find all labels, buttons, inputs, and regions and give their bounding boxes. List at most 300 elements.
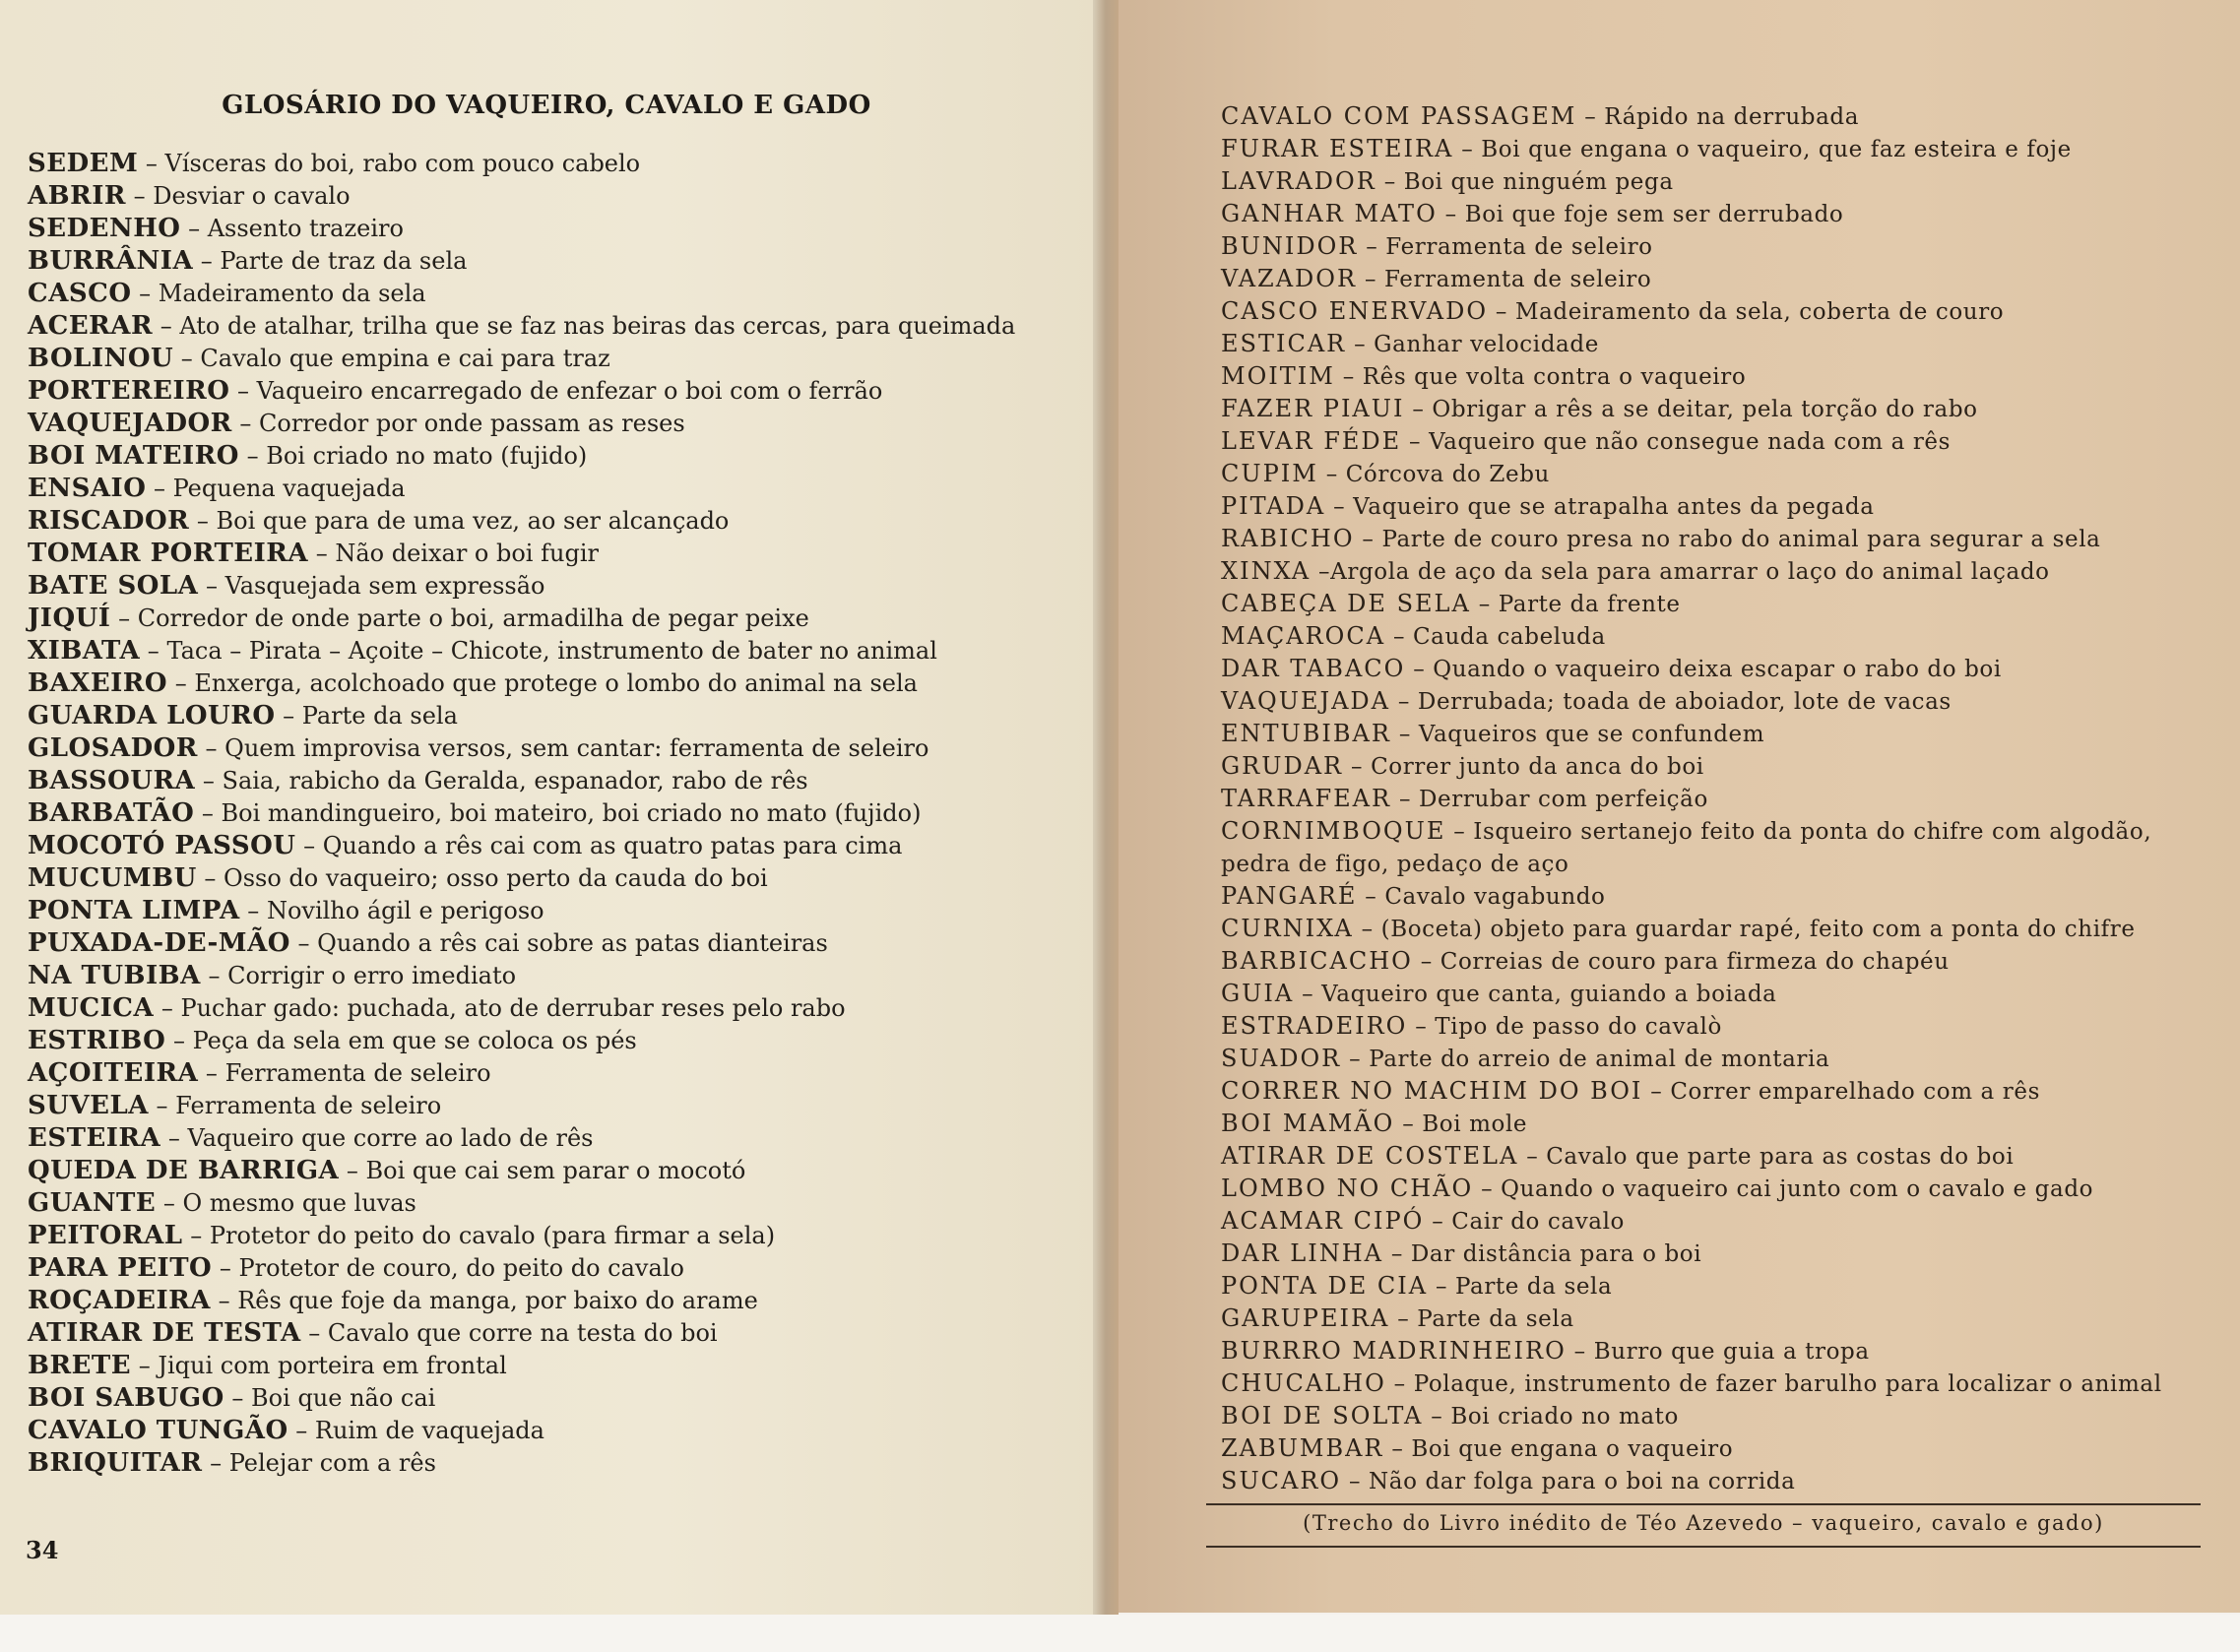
glossary-definition: Pequena vaquejada bbox=[172, 475, 406, 502]
glossary-separator: – bbox=[239, 897, 267, 924]
glossary-separator: – bbox=[229, 377, 257, 405]
glossary-separator: – bbox=[1383, 1436, 1412, 1462]
glossary-separator: – bbox=[1391, 787, 1420, 812]
glossary-separator: – bbox=[154, 994, 181, 1022]
glossary-definition: Quando o vaqueiro cai junto com o cavalo e gado bbox=[1501, 1176, 2094, 1202]
glossary-term: BOLINOU bbox=[28, 344, 174, 373]
glossary-definition: Correr emparelhado com a rês bbox=[1670, 1079, 2040, 1105]
glossary-definition: Parte de traz da sela bbox=[220, 247, 468, 275]
glossary-definition: Protetor do peito do cavalo (para firmar a sela) bbox=[209, 1222, 776, 1249]
glossary-entry bbox=[28, 667, 1091, 700]
glossary-term: GUANTE bbox=[28, 1188, 157, 1218]
glossary-term: FAZER PIAUI bbox=[1221, 395, 1405, 422]
glossary-entry bbox=[28, 408, 1091, 440]
glossary-term: ZABUMBAR bbox=[1221, 1434, 1384, 1462]
glossary-separator: – bbox=[1473, 1176, 1502, 1202]
glossary-term: BATE SOLA bbox=[28, 571, 199, 601]
glossary-entry bbox=[1221, 230, 2206, 263]
glossary-separator: – bbox=[1424, 1209, 1452, 1235]
glossary-separator: – bbox=[1376, 169, 1404, 195]
glossary-term: CORNIMBOQUE bbox=[1221, 817, 1446, 845]
glossary-entry bbox=[1221, 165, 2206, 198]
glossary-entry bbox=[28, 603, 1091, 635]
glossary-entry bbox=[1221, 848, 2206, 880]
glossary-separator: – bbox=[1382, 1241, 1411, 1267]
glossary-separator: – bbox=[295, 832, 323, 859]
glossary-definition: Cavalo vagabundo bbox=[1384, 884, 1606, 910]
glossary-definition: Protetor de couro, do peito do cavalo bbox=[238, 1254, 684, 1282]
glossary-entry bbox=[1221, 360, 2206, 393]
glossary-definition: Não dar folga para o boi na corrida bbox=[1369, 1469, 1796, 1494]
glossary-definition: Parte do arreio de animal de montaria bbox=[1369, 1047, 1830, 1072]
glossary-definition: Rês que foje da manga, por baixo do arame bbox=[237, 1287, 758, 1314]
glossary-definition: Boi que não cai bbox=[251, 1384, 436, 1412]
glossary-entry bbox=[1221, 685, 2206, 718]
glossary-definition: Ferramenta de seleiro bbox=[1383, 267, 1652, 292]
glossary-entry bbox=[28, 505, 1091, 538]
glossary-separator: – bbox=[1576, 104, 1605, 130]
glossary-separator: – bbox=[1354, 527, 1382, 552]
glossary-separator: – bbox=[1389, 1306, 1418, 1332]
glossary-entry bbox=[28, 213, 1091, 245]
glossary-entry bbox=[28, 1415, 1091, 1447]
glossary-separator: – bbox=[138, 150, 165, 177]
glossary-definition: Derrubada; toada de aboiador, lote de vacas bbox=[1417, 689, 1952, 715]
glossary-entry bbox=[1221, 1335, 2206, 1367]
glossary-entry bbox=[28, 1155, 1091, 1187]
glossary-entry bbox=[1221, 425, 2206, 458]
glossary-definition: Corrigir o erro imediato bbox=[227, 962, 517, 989]
glossary-definition: Corredor por onde passam as reses bbox=[259, 410, 685, 437]
glossary-term: GRUDAR bbox=[1221, 752, 1344, 780]
page-number: 34 bbox=[26, 1536, 59, 1564]
glossary-entry bbox=[1221, 1367, 2206, 1400]
glossary-term: CASCO ENERVADO bbox=[1221, 297, 1489, 325]
glossary-separator: – bbox=[1453, 137, 1482, 162]
glossary-entry bbox=[1221, 1075, 2206, 1108]
glossary-entry bbox=[28, 732, 1091, 765]
glossary-term: SUVELA bbox=[28, 1091, 149, 1120]
glossary-separator: – bbox=[140, 637, 167, 665]
glossary-term: PARA PEITO bbox=[28, 1253, 213, 1283]
glossary-definition: O mesmo que luvas bbox=[182, 1189, 416, 1217]
glossary-entry bbox=[1221, 653, 2206, 685]
glossary-definition: Ganhar velocidade bbox=[1374, 332, 1599, 357]
glossary-separator: – bbox=[148, 1092, 176, 1119]
glossary-separator: – bbox=[1394, 1112, 1423, 1137]
glossary-definition: Boi que engana o vaqueiro, que faz esteira e foje bbox=[1481, 137, 2072, 162]
glossary-separator: – bbox=[153, 312, 180, 340]
glossary-separator: – bbox=[1428, 1274, 1455, 1300]
glossary-separator: – bbox=[194, 799, 222, 827]
glossary-entry bbox=[28, 960, 1091, 992]
glossary-separator: – bbox=[1566, 1339, 1594, 1365]
glossary-term: PORTEREIRO bbox=[28, 376, 230, 406]
glossary-definition: Boi que engana o vaqueiro bbox=[1411, 1436, 1734, 1462]
glossary-entry bbox=[1221, 490, 2206, 523]
glossary-term: VAZADOR bbox=[1221, 265, 1358, 292]
glossary-definition: Ferramenta de seleiro bbox=[175, 1092, 442, 1119]
glossary-entry bbox=[1221, 1043, 2206, 1075]
glossary-separator: – bbox=[1389, 689, 1418, 715]
glossary-definition: Parte de couro presa no rabo do animal para segurar a sela bbox=[1381, 527, 2101, 552]
glossary-entry bbox=[1221, 555, 2206, 588]
glossary-separator: – bbox=[1445, 819, 1474, 845]
glossary-entry bbox=[28, 1447, 1091, 1480]
glossary-term: LOMBO NO CHÃO bbox=[1221, 1175, 1474, 1202]
glossary-definition: Quem improvisa versos, sem cantar: ferramenta de seleiro bbox=[224, 734, 929, 762]
glossary-separator: – bbox=[1343, 754, 1372, 780]
glossary-entry bbox=[28, 1220, 1091, 1252]
glossary-definition: Madeiramento da sela, coberta de couro bbox=[1514, 299, 2005, 325]
glossary-entry bbox=[1221, 458, 2206, 490]
glossary-separator: – bbox=[110, 604, 138, 632]
glossary-separator: – bbox=[1412, 949, 1440, 975]
glossary-entry bbox=[1221, 1303, 2206, 1335]
glossary-separator: – bbox=[289, 929, 318, 957]
glossary-separator: – bbox=[1405, 657, 1434, 682]
glossary-separator: – bbox=[200, 962, 228, 989]
bottom-rule bbox=[1206, 1546, 2201, 1548]
glossary-term: MUCICA bbox=[28, 993, 155, 1023]
glossary-definition: Derrubar com perfeição bbox=[1419, 787, 1708, 812]
glossary-definition: Cavalo que corre na testa do boi bbox=[327, 1319, 718, 1347]
glossary-entry bbox=[1221, 945, 2206, 978]
glossary-term: SUADOR bbox=[1221, 1045, 1342, 1072]
glossary-term: DAR LINHA bbox=[1221, 1239, 1383, 1267]
glossary-term: PEITORAL bbox=[28, 1221, 183, 1250]
glossary-definition: Taca – Pirata – Açoite – Chicote, instrumento de bater no animal bbox=[166, 637, 937, 665]
glossary-definition: Cair do cavalo bbox=[1451, 1209, 1626, 1235]
glossary-definition: Desviar o cavalo bbox=[153, 182, 351, 210]
glossary-entry bbox=[1221, 1173, 2206, 1205]
glossary-term: CAVALO TUNGÃO bbox=[28, 1416, 288, 1445]
glossary-definition: Quando a rês cai sobre as patas dianteiras bbox=[317, 929, 828, 957]
glossary-definition: Boi criado no mato bbox=[1450, 1404, 1679, 1430]
glossary-list-right bbox=[1221, 100, 2206, 1497]
glossary-separator: – bbox=[224, 1384, 252, 1412]
glossary-entry bbox=[28, 635, 1091, 667]
glossary-definition: Burro que guia a tropa bbox=[1593, 1339, 1870, 1365]
glossary-separator: – bbox=[195, 767, 223, 794]
glossary-separator: – bbox=[156, 1189, 183, 1217]
glossary-entry bbox=[1221, 1400, 2206, 1432]
glossary-list-left bbox=[28, 148, 1091, 1480]
glossary-definition: Vaqueiro que não consegue nada com a rês bbox=[1429, 429, 1952, 455]
glossary-separator: – bbox=[1401, 429, 1430, 455]
glossary-term: ROÇADEIRA bbox=[28, 1286, 211, 1315]
glossary-term: QUEDA DE BARRIGA bbox=[28, 1156, 340, 1185]
glossary-definition: Rápido na derrubada bbox=[1604, 104, 1860, 130]
glossary-entry bbox=[28, 1187, 1091, 1220]
glossary-entry bbox=[28, 765, 1091, 797]
glossary-entry bbox=[1221, 620, 2206, 653]
glossary-separator: – bbox=[182, 1222, 210, 1249]
glossary-separator: – bbox=[131, 1352, 159, 1379]
glossary-term: PONTA DE CIA bbox=[1221, 1272, 1429, 1300]
glossary-entry bbox=[28, 1350, 1091, 1382]
glossary-entry bbox=[28, 862, 1091, 895]
glossary-entry bbox=[1221, 750, 2206, 783]
glossary-entry bbox=[28, 148, 1091, 180]
glossary-definition: Boi que cai sem parar o mocotó bbox=[365, 1157, 746, 1184]
glossary-entry bbox=[1221, 198, 2206, 230]
glossary-definition: Assento trazeiro bbox=[207, 215, 404, 242]
glossary-term: ATIRAR DE TESTA bbox=[28, 1318, 301, 1348]
glossary-entry bbox=[1221, 328, 2206, 360]
glossary-entry bbox=[1221, 1010, 2206, 1043]
glossary-definition: Enxerga, acolchoado que protege o lombo do animal na sela bbox=[194, 669, 918, 697]
glossary-term: BURRRO MADRINHEIRO bbox=[1221, 1337, 1567, 1365]
glossary-definition: Não deixar o boi fugir bbox=[335, 540, 599, 567]
glossary-definition: Ato de atalhar, trilha que se faz nas beiras das cercas, para queimada bbox=[179, 312, 1016, 340]
scan-bottom-edge bbox=[0, 1615, 2240, 1652]
glossary-definition: Isqueiro sertanejo feito da ponta do chifre com algodão, bbox=[1473, 819, 2152, 845]
glossary-separator: – bbox=[1470, 592, 1499, 617]
glossary-term: GUARDA LOURO bbox=[28, 701, 276, 731]
glossary-separator: – bbox=[1317, 462, 1346, 487]
glossary-separator: – bbox=[197, 734, 225, 762]
glossary-entry bbox=[1221, 1270, 2206, 1303]
top-rule bbox=[1206, 1503, 2201, 1505]
glossary-definition: Parte da sela bbox=[1454, 1274, 1613, 1300]
glossary-separator: – bbox=[1404, 397, 1433, 422]
glossary-entry bbox=[28, 245, 1091, 278]
glossary-term: BOI DE SOLTA bbox=[1221, 1402, 1424, 1430]
glossary-separator: – bbox=[210, 1287, 238, 1314]
glossary-separator: – bbox=[1294, 982, 1322, 1007]
glossary-term: CUPIM bbox=[1221, 460, 1318, 487]
glossary-definition: Dar distância para o boi bbox=[1410, 1241, 1702, 1267]
glossary-term: LAVRADOR bbox=[1221, 167, 1376, 195]
glossary-separator: – bbox=[196, 864, 224, 892]
glossary-entry bbox=[28, 1382, 1091, 1415]
glossary-term: AÇOITEIRA bbox=[28, 1058, 199, 1088]
glossary-entry bbox=[1221, 913, 2206, 945]
glossary-separator: – bbox=[212, 1254, 239, 1282]
glossary-term: CORRER NO MACHIM DO BOI bbox=[1221, 1077, 1643, 1105]
glossary-definition: Vaqueiros que se confundem bbox=[1418, 722, 1765, 747]
glossary-term: MOCOTÓ PASSOU bbox=[28, 831, 296, 860]
glossary-definition: Cavalo que empina e cai para traz bbox=[200, 345, 610, 372]
glossary-entry bbox=[28, 1090, 1091, 1122]
glossary-separator: – bbox=[1488, 299, 1515, 325]
glossary-definition: Vaqueiro que canta, guiando a boiada bbox=[1321, 982, 1777, 1007]
glossary-term: FURAR ESTEIRA bbox=[1221, 135, 1454, 162]
glossary-definition: (Boceta) objeto para guardar rapé, feito com a ponta do chifre bbox=[1380, 917, 2136, 942]
glossary-entry bbox=[28, 1025, 1091, 1057]
glossary-entry bbox=[28, 895, 1091, 927]
glossary-definition: Novilho ágil e perigoso bbox=[266, 897, 544, 924]
glossary-separator: – bbox=[1334, 364, 1363, 390]
glossary-separator: – bbox=[300, 1319, 328, 1347]
glossary-term: XIBATA bbox=[28, 636, 141, 666]
glossary-definition: Vaqueiro que corre ao lado de rês bbox=[187, 1124, 594, 1152]
glossary-entry bbox=[28, 538, 1091, 570]
glossary-separator: – bbox=[1518, 1144, 1547, 1170]
glossary-entry bbox=[28, 310, 1091, 343]
glossary-term: PITADA bbox=[1221, 492, 1326, 520]
glossary-separator: – bbox=[160, 1124, 188, 1152]
glossary-term: GLOSADOR bbox=[28, 733, 198, 763]
glossary-term: ENSAIO bbox=[28, 474, 147, 503]
glossary-definition: Correias de couro para firmeza do chapéu bbox=[1440, 949, 1950, 975]
glossary-term: BOI SABUGO bbox=[28, 1383, 224, 1413]
book-gutter bbox=[1093, 0, 1119, 1617]
glossary-separator: – bbox=[1325, 494, 1354, 520]
glossary-separator: – bbox=[131, 280, 159, 307]
glossary-term: MUCUMBU bbox=[28, 863, 197, 893]
glossary-term: BAXEIRO bbox=[28, 668, 168, 698]
source-note: (Trecho do Livro inédito de Téo Azevedo – vaqueiro, cavalo e gado) bbox=[1303, 1511, 2104, 1535]
glossary-definition: Boi que ninguém pega bbox=[1403, 169, 1674, 195]
glossary-separator: – bbox=[198, 572, 225, 600]
glossary-entry bbox=[1221, 1432, 2206, 1465]
glossary-definition: Madeiramento da sela bbox=[158, 280, 426, 307]
glossary-term: VAQUEJADA bbox=[1221, 687, 1390, 715]
glossary-entry bbox=[28, 1057, 1091, 1090]
glossary-definition: Pelejar com a rês bbox=[228, 1449, 436, 1477]
glossary-term: BARBATÃO bbox=[28, 798, 195, 828]
glossary-entry bbox=[28, 180, 1091, 213]
glossary-term: BRETE bbox=[28, 1351, 132, 1380]
glossary-entry bbox=[1221, 815, 2206, 848]
glossary-entry bbox=[28, 1122, 1091, 1155]
glossary-term: BASSOURA bbox=[28, 766, 196, 795]
glossary-definition: Saia, rabicho da Geralda, espanador, rabo de rês bbox=[222, 767, 808, 794]
glossary-entry bbox=[28, 1252, 1091, 1285]
glossary-separator: – bbox=[1423, 1404, 1451, 1430]
glossary-term: PONTA LIMPA bbox=[28, 896, 240, 925]
glossary-definition: Corredor de onde parte o boi, armadilha de pegar peixe bbox=[137, 604, 809, 632]
glossary-term: LEVAR FÉDE bbox=[1221, 427, 1402, 455]
glossary-separator: – bbox=[339, 1157, 366, 1184]
glossary-definition: Ferramenta de seleiro bbox=[1385, 234, 1653, 260]
glossary-entry bbox=[28, 570, 1091, 603]
glossary-separator: – bbox=[1642, 1079, 1671, 1105]
glossary-term: CABEÇA DE SELA bbox=[1221, 590, 1471, 617]
glossary-entry bbox=[1221, 100, 2206, 133]
glossary-definition: Quando o vaqueiro deixa escapar o rabo do boi bbox=[1433, 657, 2002, 682]
glossary-term: GUIA bbox=[1221, 980, 1295, 1007]
glossary-term: CURNIXA bbox=[1221, 915, 1354, 942]
glossary-term: ESTEIRA bbox=[28, 1123, 161, 1153]
glossary-term: DAR TABACO bbox=[1221, 655, 1406, 682]
glossary-separator: – bbox=[308, 540, 336, 567]
glossary-term: MAÇAROCA bbox=[1221, 622, 1386, 650]
glossary-definition: Cauda cabeluda bbox=[1412, 624, 1606, 650]
glossary-definition: Parte da sela bbox=[1417, 1306, 1574, 1332]
glossary-separator: – bbox=[1341, 1469, 1370, 1494]
glossary-definition: Vasquejada sem expressão bbox=[224, 572, 545, 600]
glossary-entry bbox=[1221, 1205, 2206, 1238]
glossary-separator: – bbox=[1346, 332, 1375, 357]
glossary-separator: – bbox=[275, 702, 302, 730]
glossary-term: ESTRIBO bbox=[28, 1026, 166, 1055]
glossary-term: ACERAR bbox=[28, 311, 154, 341]
glossary-term: ATIRAR DE COSTELA bbox=[1221, 1142, 1519, 1170]
glossary-separator: – bbox=[202, 1449, 229, 1477]
glossary-term: SEDEM bbox=[28, 149, 139, 178]
glossary-term: GANHAR MATO bbox=[1221, 200, 1438, 227]
glossary-separator: – bbox=[146, 475, 173, 502]
glossary-separator: – bbox=[165, 1027, 193, 1054]
glossary-entry bbox=[1221, 295, 2206, 328]
glossary-entry bbox=[28, 830, 1091, 862]
glossary-term: XINXA bbox=[1221, 557, 1312, 585]
glossary-separator: – bbox=[173, 345, 201, 372]
glossary-definition: Peça da sela em que se coloca os pés bbox=[192, 1027, 637, 1054]
glossary-term: TARRAFEAR bbox=[1221, 785, 1392, 812]
glossary-entry bbox=[28, 1317, 1091, 1350]
glossary-separator: – bbox=[231, 410, 260, 437]
glossary-entry bbox=[1221, 978, 2206, 1010]
glossary-definition: Ruim de vaquejada bbox=[314, 1417, 544, 1444]
glossary-separator: – bbox=[167, 669, 195, 697]
glossary-definition: Vaqueiro que se atrapalha antes da pegada bbox=[1353, 494, 1875, 520]
glossary-entry bbox=[28, 278, 1091, 310]
glossary-definition: Rês que volta contra o vaqueiro bbox=[1362, 364, 1747, 390]
glossary-definition: Vaqueiro encarregado de enfezar o boi com o ferrão bbox=[256, 377, 883, 405]
glossary-term: CASCO bbox=[28, 279, 132, 308]
glossary-definition: Boi mole bbox=[1422, 1112, 1528, 1137]
glossary-entry bbox=[1221, 523, 2206, 555]
glossary-entry bbox=[28, 375, 1091, 408]
glossary-term: BUNIDOR bbox=[1221, 232, 1359, 260]
glossary-definition: Puchar gado: puchada, ato de derrubar reses pelo rabo bbox=[180, 994, 846, 1022]
glossary-separator: – bbox=[1353, 917, 1381, 942]
glossary-entry bbox=[1221, 880, 2206, 913]
glossary-entry bbox=[28, 927, 1091, 960]
glossary-term: CAVALO COM PASSAGEM bbox=[1221, 102, 1577, 130]
glossary-term: RABICHO bbox=[1221, 525, 1355, 552]
glossary-separator: – bbox=[1357, 884, 1385, 910]
glossary-definition: Quando a rês cai com as quatro patas para cima bbox=[322, 832, 903, 859]
glossary-term: SEDENHO bbox=[28, 214, 181, 243]
page-title: GLOSÁRIO DO VAQUEIRO, CAVALO E GADO bbox=[222, 91, 871, 120]
glossary-term: BURRÂNIA bbox=[28, 246, 194, 276]
glossary-term: BOI MAMÃO bbox=[1221, 1110, 1395, 1137]
glossary-entry bbox=[28, 440, 1091, 473]
glossary-separator: – bbox=[1385, 624, 1413, 650]
glossary-definition: Boi mandingueiro, boi mateiro, boi criado no mato (fujido) bbox=[221, 799, 922, 827]
glossary-separator: – bbox=[1390, 722, 1419, 747]
glossary-definition: Osso do vaqueiro; osso perto da cauda do boi bbox=[224, 864, 768, 892]
glossary-term: MOITIM bbox=[1221, 362, 1335, 390]
glossary-term: SUCARO bbox=[1221, 1467, 1342, 1494]
glossary-separator: – bbox=[1407, 1014, 1436, 1040]
glossary-term: ACAMAR CIPÓ bbox=[1221, 1207, 1425, 1235]
glossary-separator: – bbox=[1437, 202, 1465, 227]
glossary-term: ABRIR bbox=[28, 181, 127, 211]
glossary-separator: – bbox=[1341, 1047, 1370, 1072]
glossary-entry bbox=[28, 343, 1091, 375]
glossary-entry bbox=[1221, 133, 2206, 165]
glossary-separator: – bbox=[1385, 1371, 1414, 1397]
glossary-term: VAQUEJADOR bbox=[28, 409, 232, 438]
glossary-separator: – bbox=[189, 507, 217, 535]
glossary-term: PANGARÉ bbox=[1221, 882, 1358, 910]
glossary-entry bbox=[1221, 1140, 2206, 1173]
glossary-definition: Argola de aço da sela para amarrar o laço do animal laçado bbox=[1330, 559, 2050, 585]
glossary-definition: Córcova do Zebu bbox=[1345, 462, 1550, 487]
glossary-separator: – bbox=[126, 182, 154, 210]
glossary-entry bbox=[1221, 393, 2206, 425]
glossary-definition: Parte da sela bbox=[301, 702, 458, 730]
glossary-term: BARBICACHO bbox=[1221, 947, 1413, 975]
glossary-separator: – bbox=[238, 442, 267, 470]
glossary-separator: – bbox=[193, 247, 221, 275]
